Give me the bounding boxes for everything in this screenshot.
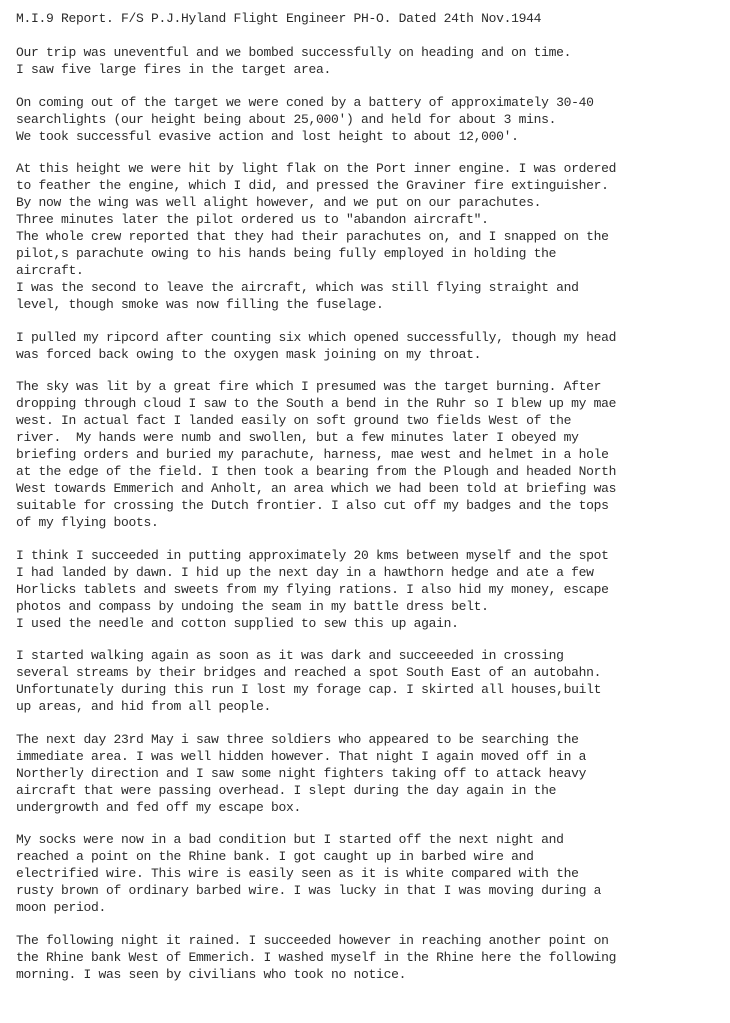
report-line: aircraft that were passing overhead. I slept during the day again in the	[16, 782, 557, 798]
report-line: Our trip was uneventful and we bombed successfully on heading and on time.	[16, 45, 572, 60]
report-line: aircraft.	[16, 263, 84, 278]
report-line: At this height we were hit by light flak on the Port inner engine. I was ordered	[16, 161, 617, 176]
report-paragraph	[16, 329, 716, 363]
report-line: I started walking again as soon as it was dark and succeeeded in crossing	[16, 648, 564, 663]
report-line: The following night it rained. I succeeded however in reaching another point on	[16, 932, 609, 948]
typed-report-page	[16, 10, 716, 998]
report-line: The whole crew reported that they had their parachutes on, and I snapped on the	[16, 229, 609, 244]
report-line: morning. I was seen by civilians who took no notice.	[16, 966, 407, 982]
report-line: searchlights (our height being about 25,000') and held for about 3 mins.	[16, 111, 557, 127]
report-paragraph	[16, 547, 716, 632]
report-line: Northerly direction and I saw some night fighters taking off to attack heavy	[16, 765, 587, 781]
report-line: moon period.	[16, 900, 107, 915]
report-line: immediate area. I was well hidden however. That night I again moved off in a	[16, 748, 587, 764]
report-line: at the edge of the field. I then took a bearing from the Plough and headed North	[16, 464, 617, 479]
report-line: briefing orders and buried my parachute, harness, mae west and helmet in a hole	[16, 447, 609, 462]
report-line: rusty brown of ordinary barbed wire. I was lucky in that I was moving during a	[16, 883, 602, 898]
report-line: I had landed by dawn. I hid up the next day in a hawthorn hedge and ate a few	[16, 564, 594, 580]
report-line: I pulled my ripcord after counting six which opened successfully, though my head	[16, 329, 617, 345]
report-line: The next day 23rd May i saw three soldiers who appeared to be searching the	[16, 731, 579, 747]
report-line: up areas, and hid from all people.	[16, 699, 272, 714]
report-line: West towards Emmerich and Anholt, an area which we had been told at briefing was	[16, 481, 617, 496]
report-line: electrified wire. This wire is easily seen as it is white compared with the	[16, 866, 579, 881]
report-paragraph	[16, 647, 716, 715]
report-line: On coming out of the target we were coned by a battery of approximately 30-40	[16, 94, 594, 110]
report-line: was forced back owing to the oxygen mask joining on my throat.	[16, 346, 482, 362]
report-line: We took successful evasive action and lost height to about 12,000'.	[16, 128, 519, 144]
report-line: I think I succeeded in putting approximately 20 kms between myself and the spot	[16, 547, 609, 563]
report-line: of my flying boots.	[16, 515, 159, 530]
report-line: photos and compass by undoing the seam in my battle dress belt.	[16, 598, 489, 614]
report-line: dropping through cloud I saw to the South a bend in the Ruhr so I blew up my mae	[16, 396, 617, 411]
report-line: reached a point on the Rhine bank. I got caught up in barbed wire and	[16, 849, 534, 864]
report-body	[16, 44, 716, 983]
report-line: to feather the engine, which I did, and pressed the Graviner fire extinguisher.	[16, 178, 609, 193]
report-line: I was the second to leave the aircraft, which was still flying straight and	[16, 280, 579, 295]
report-line: Three minutes later the pilot ordered us to "abandon aircraft".	[16, 212, 489, 227]
report-line: the Rhine bank West of Emmerich. I washed myself in the Rhine here the following	[16, 949, 617, 965]
report-line: river. My hands were numb and swollen, but a few minutes later I obeyed my	[16, 430, 579, 445]
report-line: level, though smoke was now filling the fuselage.	[16, 297, 384, 312]
report-line: I saw five large fires in the target area.	[16, 62, 332, 77]
report-paragraph	[16, 44, 716, 78]
report-paragraph	[16, 378, 716, 531]
report-line: undergrowth and fed off my escape box.	[16, 799, 302, 815]
report-line: several streams by their bridges and reached a spot South East of an autobahn.	[16, 665, 602, 680]
report-paragraph	[16, 160, 716, 313]
report-line: pilot,s parachute owing to his hands being fully employed in holding the	[16, 246, 557, 261]
report-line: suitable for crossing the Dutch frontier. I also cut off my badges and the tops	[16, 498, 609, 513]
report-paragraph	[16, 731, 716, 816]
report-line: The sky was lit by a great fire which I presumed was the target burning. After	[16, 379, 602, 394]
report-paragraph	[16, 94, 716, 145]
report-paragraph	[16, 932, 716, 983]
report-heading: M.I.9 Report. F/S P.J.Hyland Flight Engineer PH-O. Dated 24th Nov.1944	[16, 11, 542, 26]
report-line: Horlicks tablets and sweets from my flying rations. I also hid my money, escape	[16, 581, 609, 597]
report-line: By now the wing was well alight however, and we put on our parachutes.	[16, 195, 542, 210]
report-line: I used the needle and cotton supplied to sew this up again.	[16, 615, 459, 631]
report-line: My socks were now in a bad condition but I started off the next night and	[16, 832, 564, 847]
report-paragraph	[16, 831, 716, 916]
report-line: west. In actual fact I landed easily on soft ground two fields West of the	[16, 413, 572, 428]
report-line: Unfortunately during this run I lost my forage cap. I skirted all houses,built	[16, 682, 602, 697]
